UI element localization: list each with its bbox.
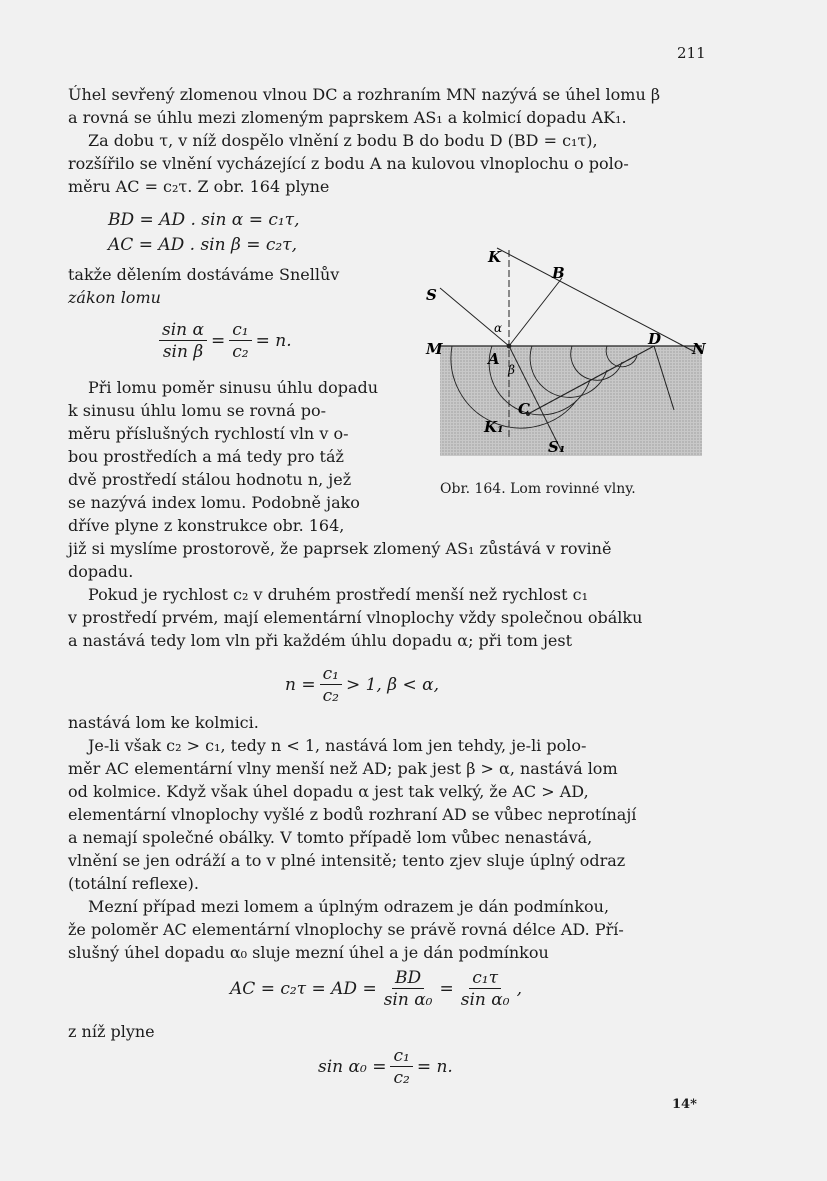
snell-rhs: = n. (255, 331, 292, 351)
line-17: již si myslíme prostorově, že paprsek zlomený AS₁ zůstává v rovině (68, 539, 612, 558)
fraction-ctau (458, 968, 513, 1011)
line-3: Za dobu τ, v níž dospělo vlnění z bodu B do bodu D (BD = c₁τ), (88, 131, 598, 150)
incident-ray-b (497, 248, 695, 352)
line-31: že poloměr AC elementární vlnoplochy se právě rovná délce AD. Pří- (68, 920, 624, 939)
line-8: takže dělením dostáváme Snellův (68, 265, 340, 284)
sin-alpha0-lhs: sin α₀ = (318, 1057, 387, 1077)
label-s1: S₁ (548, 438, 566, 456)
incident-ray-a (440, 288, 509, 346)
line-15: se nazývá index lomu. Podobně jako (68, 493, 360, 512)
line-5: měru AC = c₂τ. Z obr. 164 plyne (68, 177, 330, 196)
line-28: vlnění se jen odráží a to v plné intensitě; tento zjev sluje úplný odraz (68, 851, 626, 870)
page-number: 211 (677, 44, 706, 62)
fraction-c (229, 320, 251, 363)
line-24: měr AC elementární vlny menší než AD; pak jest β > α, nastává lom (68, 759, 618, 778)
line-32: slušný úhel dopadu α₀ sluje mezní úhel a je dán podmínkou (68, 943, 549, 962)
equation-ac: AC = AD . sin β = c₂τ, (108, 235, 297, 255)
line-19: Pokud je rychlost c₂ v druhém prostředí menší než rychlost c₁ (88, 585, 589, 604)
equation-n (285, 664, 439, 707)
label-a: A (488, 350, 500, 368)
line-10: Při lomu poměr sinusu úhlu dopadu (88, 378, 379, 397)
critical-lhs: AC = c₂τ = AD = (230, 979, 377, 999)
line-12: měru příslušných rychlostí vln v o- (68, 424, 349, 443)
fraction-bd (381, 968, 436, 1011)
label-s: S (426, 286, 437, 304)
line-21: a nastává tedy lom vln při každém úhlu dopadu α; při tom jest (68, 631, 573, 650)
refraction-figure (412, 240, 717, 468)
line-14: dvě prostředí stálou hodnotu n, jež (68, 470, 352, 489)
line-27: a nemají společné obálky. V tomto případě lom vůbec nenastává, (68, 828, 593, 847)
line-30: Mezní případ mezi lomem a úplným odrazem je dán podmínkou, (88, 897, 610, 916)
incident-wavefront (509, 278, 562, 346)
equation-critical: AC = c₂τ = AD = $\frac{BD}{\text{sin α₀}}$ = $\frac{\text{c₁τ}}{\text{sin α₀}}$ , (230, 968, 522, 1010)
n-lhs: n = (285, 675, 316, 695)
line-20: v prostředí prvém, mají elementární vlnoplochy vždy společnou obálku (68, 608, 643, 627)
footer-mark: 14* (672, 1097, 697, 1112)
line-33: z níž plyne (68, 1022, 155, 1041)
line-2: a rovná se úhlu mezi zlomeným paprskem AS₁ a kolmicí dopadu AK₁. (68, 108, 627, 127)
line-22: nastává lom ke kolmici. (68, 713, 259, 732)
line-26: elementární vlnoplochy vyšlé z bodů rozhraní AD se vůbec neprotínají (68, 805, 637, 824)
line-29: (totální reflexe). (68, 874, 199, 893)
equation-bd: BD = AD . sin α = c₁τ, (108, 210, 300, 230)
sin-alpha0-rhs: = n. (416, 1057, 453, 1077)
point-a (507, 344, 512, 349)
line-9: zákon lomu (68, 288, 161, 307)
label-k1: K₁ (484, 418, 504, 436)
fraction-sin (159, 320, 207, 363)
line-1: Úhel sevřený zlomenou vlnou DC a rozhraním MN nazývá se úhel lomu β (68, 85, 661, 104)
snell-denominator: sin β (162, 342, 204, 362)
line-13: bou prostředích a má tedy pro táž (68, 447, 344, 466)
snell-c-denominator: c₂ (232, 342, 249, 362)
fraction-sin-alpha0 (390, 1046, 412, 1089)
label-k: K (488, 248, 502, 266)
fraction-n (320, 664, 342, 707)
snell-numerator: sin α (159, 320, 207, 341)
figure-caption: Obr. 164. Lom rovinné vlny. (440, 481, 636, 497)
line-23: Je-li však c₂ > c₁, tedy n < 1, nastává lom jen tehdy, je-li polo- (88, 736, 587, 755)
label-d: D (648, 330, 662, 348)
n-rhs: > 1, β < α, (345, 675, 439, 695)
label-c: C (518, 400, 530, 418)
label-n: N (692, 340, 706, 358)
n-denominator: c₂ (322, 686, 339, 706)
snell-c-numerator: c₁ (229, 320, 251, 341)
line-4: rozšířilo se vlnění vycházející z bodu A na kulovou vlnoplochu o polo- (68, 154, 629, 173)
line-11: k sinusu úhlu lomu se rovná po- (68, 401, 327, 420)
label-m: M (426, 340, 443, 358)
critical-den1: sin α₀ (383, 990, 433, 1010)
n-numerator: c₁ (320, 664, 342, 685)
sin-alpha0-numerator: c₁ (390, 1046, 412, 1067)
line-25: od kolmice. Když však úhel dopadu α jest tak velký, že AC > AD, (68, 782, 589, 801)
label-b: B (552, 264, 565, 282)
equation-snell: $\frac{\text{sin α}}{\text{sin β}}$ = $\frac{\text{c₁}}{\text{c₂}}$ = n. (155, 320, 292, 363)
label-alpha: α (494, 321, 503, 335)
sin-alpha0-denominator: c₂ (393, 1068, 410, 1088)
label-beta: β (508, 363, 515, 377)
line-16: dříve plyne z konstrukce obr. 164, (68, 516, 345, 535)
critical-num2: c₁τ (469, 968, 501, 989)
critical-den2: sin α₀ (460, 990, 510, 1010)
line-18: dopadu. (68, 562, 134, 581)
second-medium (440, 346, 702, 456)
equation-sin-alpha0 (318, 1046, 453, 1089)
critical-num1: BD (392, 968, 424, 989)
